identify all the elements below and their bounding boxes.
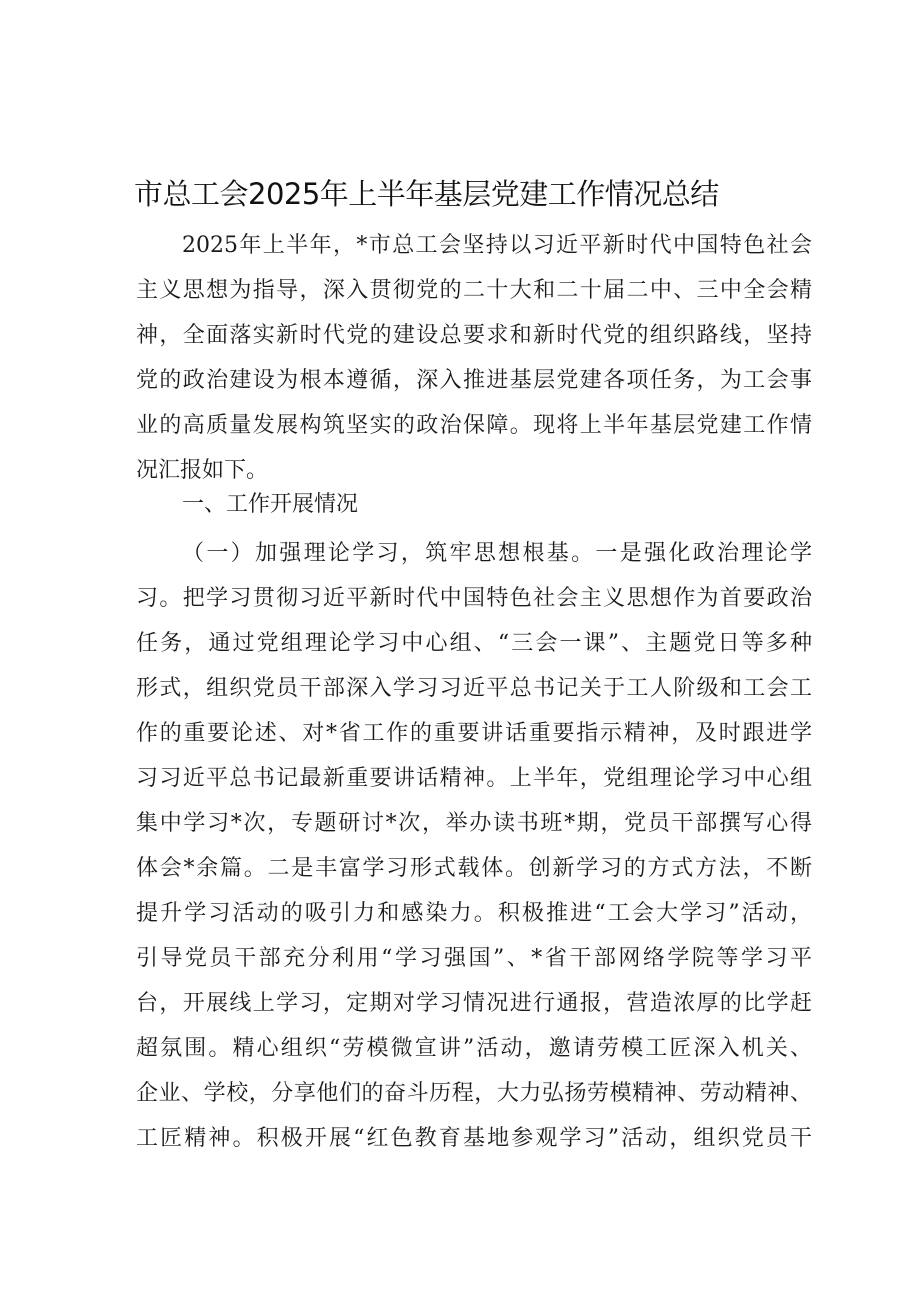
body-line: （一）加强理论学习，筑牢思想根基。一是强化政治理论学 bbox=[182, 541, 812, 566]
body-line: 体会*余篇。二是丰富学习形式载体。创新学习的方式方法，不断 bbox=[136, 856, 812, 881]
body-line: 集中学习*次，专题研讨*次，举办读书班*期，党员干部撰写心得 bbox=[136, 811, 812, 836]
body-line: 引导党员干部充分利用“学习强国”、*省干部网络学院等学习平 bbox=[136, 946, 812, 971]
intro-line: 主义思想为指导，深入贯彻党的二十大和二十届二中、三中全会精 bbox=[136, 278, 812, 303]
body-line: 习习近平总书记最新重要讲话精神。上半年，党组理论学习中心组 bbox=[136, 766, 812, 791]
body-line: 台，开展线上学习，定期对学习情况进行通报，营造浓厚的比学赶 bbox=[136, 991, 812, 1016]
intro-line: 神，全面落实新时代党的建设总要求和新时代党的组织路线，坚持 bbox=[136, 323, 812, 348]
body-line: 任务，通过党组理论学习中心组、“三会一课”、主题党日等多种 bbox=[136, 631, 812, 656]
body-line: 提升学习活动的吸引力和感染力。积极推进“工会大学习”活动， bbox=[136, 901, 812, 926]
intro-line: 党的政治建设为根本遵循，深入推进基层党建各项任务，为工会事 bbox=[136, 368, 812, 393]
document-title: 市总工会2025年上半年基层党建工作情况总结 bbox=[134, 177, 719, 211]
body-line: 形式，组织党员干部深入学习习近平总书记关于工人阶级和工会工 bbox=[136, 676, 812, 701]
intro-line: 况汇报如下。 bbox=[136, 458, 269, 483]
body-line: 作的重要论述、对*省工作的重要讲话重要指示精神，及时跟进学 bbox=[136, 721, 812, 746]
body-line: 超氛围。精心组织“劳模微宣讲”活动，邀请劳模工匠深入机关、 bbox=[136, 1036, 812, 1061]
intro-line: 2025年上半年，*市总工会坚持以习近平新时代中国特色社会 bbox=[182, 233, 812, 258]
body-line: 企业、学校，分享他们的奋斗历程，大力弘扬劳模精神、劳动精神、 bbox=[136, 1081, 812, 1106]
section-heading: 一、工作开展情况 bbox=[182, 492, 359, 517]
body-line: 工匠精神。积极开展“红色教育基地参观学习”活动，组织党员干 bbox=[136, 1126, 812, 1151]
intro-line: 业的高质量发展构筑坚实的政治保障。现将上半年基层党建工作情 bbox=[136, 413, 812, 438]
body-line: 习。把学习贯彻习近平新时代中国特色社会主义思想作为首要政治 bbox=[136, 586, 812, 611]
